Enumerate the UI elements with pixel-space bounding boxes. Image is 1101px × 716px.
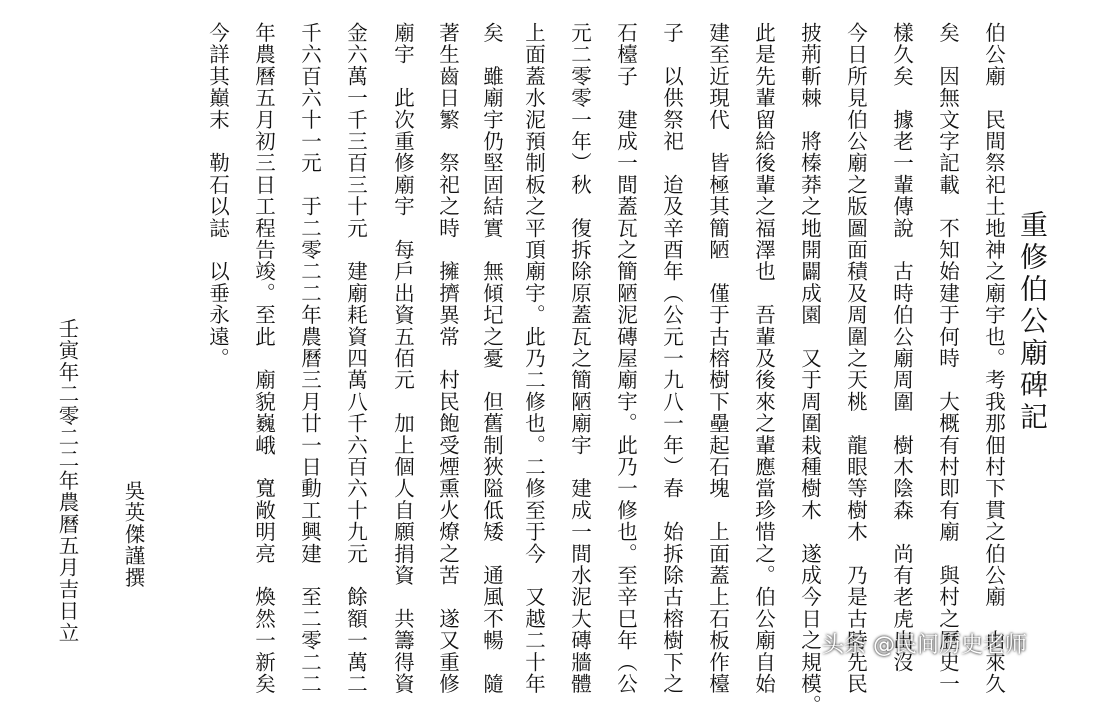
watermark-text: 头条 @民间历史老师: [822, 633, 1027, 658]
text-column: 石檯子 建成一間蓋瓦之簡陋泥磚屋廟宇。此乃一修也。至辛巳年（公: [613, 22, 638, 695]
text-column: 金六萬一千三百三十元 建廟耗資四萬八千六百六十九元 餘額一萬二: [343, 22, 368, 695]
erection-date: 壬寅年二零二二年農曆五月吉日立: [55, 318, 79, 644]
text-column: 建至近現代 皆極其簡陋 僅于古榕樹下壘起石塊 上面蓋上石板作檯: [705, 22, 730, 695]
text-column: 廟宇 此次重修廟宇 每戶出資五佰元 加上個人自願捐資 共籌得資: [390, 22, 415, 695]
text-column: 上面蓋水泥預制板之平頂廟宇。此乃二修也。二修至于今 又越二十年: [521, 22, 546, 695]
text-column: 矣 因無文字記載 不知始建于何時 大概有村即有廟 與村之歷史一: [935, 22, 960, 695]
text-column: 此是先輩留給後輩之福澤也 吾輩及後來之輩應當珍惜之。伯公廟自始: [751, 22, 776, 695]
text-column: 著生齒日繁 祭祀之時 擁擠異常 村民飽受煙熏火燎之苦 遂又重修: [435, 22, 460, 695]
text-column: 年農曆五月初三日工程告竣。至此 廟貌巍峨 寬敞明亮 煥然一新矣: [251, 22, 276, 695]
text-column: 樣久矣 據老一輩傳說 古時伯公廟周圍 樹木陰森 尚有老虎出沒: [889, 22, 914, 673]
text-column: 披荊斬棘 將榛莽之地開闢成園 又于周圍栽種樹木 遂成今日之規模。: [797, 22, 822, 716]
text-column: 今日所見伯公廟之版圖面積及周圍之天桃 龍眼等樹木 乃是古時先民: [843, 22, 868, 695]
text-column: 伯公廟 民間祭祀土地神之廟宇也。考我那佃村下貫之伯公廟 由來久: [981, 22, 1006, 695]
inscription-title: 重修伯公廟碑記: [1016, 210, 1049, 434]
text-column: 千六百六十一元 于二零二二年農曆三月廿一日動工興建 至二零二二: [297, 22, 322, 695]
text-column: 矣 雖廟宇仍堅固結實 無傾圮之憂 但舊制狹隘低矮 通風不暢 隨: [479, 22, 504, 695]
author-signature: 吳英傑謹撰: [121, 480, 145, 589]
text-column: 今詳其巔末 勒石以誌 以垂永遠。: [205, 22, 230, 370]
text-column: 子 以供祭祀 迨及辛酉年（公元一九八一年）春 始拆除古榕樹下之: [659, 22, 684, 695]
text-column: 元二零零一年）秋 復拆除原蓋瓦之簡陋廟宇 建成一間水泥大磚牆體: [567, 22, 592, 695]
